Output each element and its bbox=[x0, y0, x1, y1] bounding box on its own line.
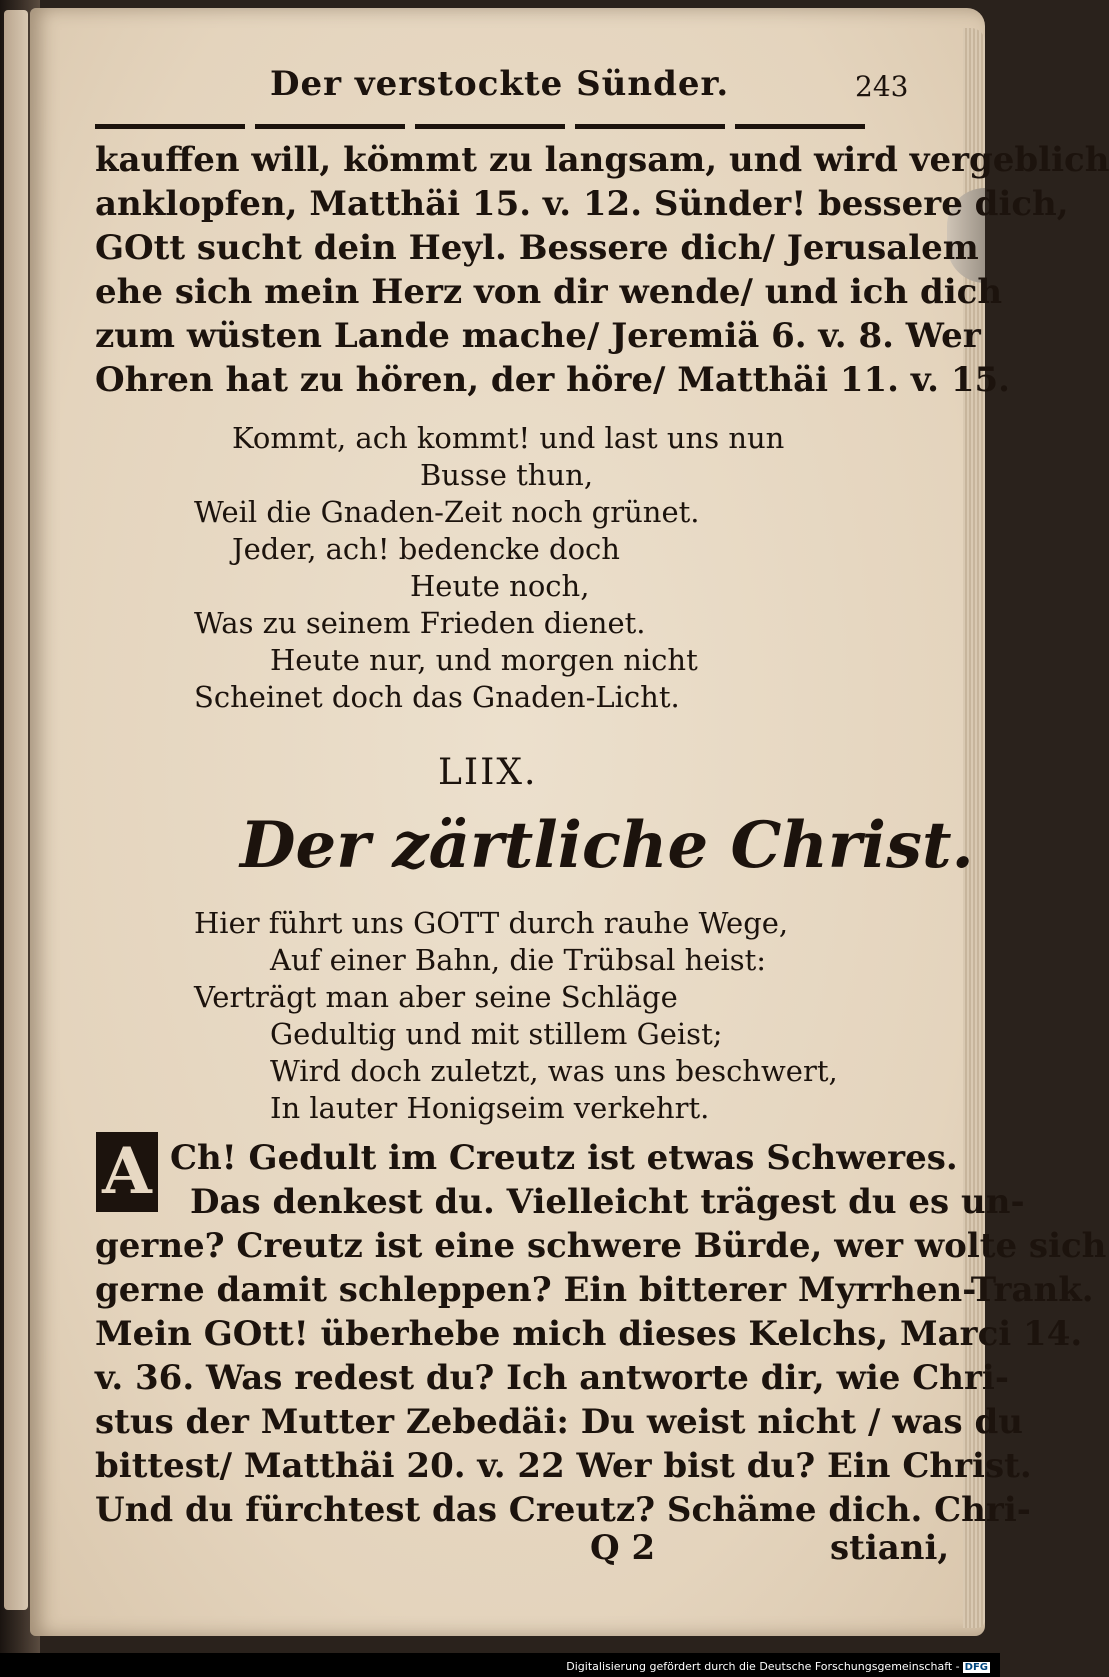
signature-mark: Q 2 bbox=[590, 1528, 656, 1568]
prose-line: gerne? Creutz ist eine schwere Bürde, wer wolte sich bbox=[95, 1226, 1107, 1266]
prose-line: Das denkest du. Vielleicht trägest du es un- bbox=[190, 1182, 1025, 1222]
dfg-logo: DFG bbox=[964, 1662, 988, 1673]
verse-line: Busse thun, bbox=[420, 458, 594, 492]
prose-line: ehe sich mein Herz von dir wende/ und ich dich bbox=[95, 272, 1003, 312]
running-title: Der verstockte Sünder. bbox=[270, 64, 730, 104]
catchword: stiani, bbox=[830, 1528, 950, 1568]
previous-page-edge bbox=[4, 10, 28, 1610]
prose-line: stus der Mutter Zebedäi: Du weist nicht / was du bbox=[95, 1402, 1023, 1442]
prose-line: Ohren hat zu hören, der höre/ Matthäi 11. v. 15. bbox=[95, 360, 1011, 400]
verse-line: Verträgt man aber seine Schläge bbox=[194, 980, 678, 1014]
prose-line: gerne damit schleppen? Ein bitterer Myrrhen-Trank. bbox=[95, 1270, 1094, 1310]
drop-cap: A bbox=[96, 1132, 158, 1212]
prose-line: zum wüsten Lande mache/ Jeremiä 6. v. 8. Wer bbox=[95, 316, 981, 356]
header-rule bbox=[95, 124, 865, 129]
prose-line: Mein GOtt! überhebe mich dieses Kelchs, Marci 14. bbox=[95, 1314, 1083, 1354]
verse-line: Was zu seinem Frieden dienet. bbox=[194, 606, 646, 640]
prose-line: bittest/ Matthäi 20. v. 22 Wer bist du? Ein Christ. bbox=[95, 1446, 1032, 1486]
verse-line: Heute nur, und morgen nicht bbox=[270, 643, 698, 677]
chapter-number: LIIX. bbox=[438, 752, 538, 793]
verse-line: Kommt, ach kommt! und last uns nun bbox=[232, 421, 785, 455]
verse-line: In lauter Honigseim verkehrt. bbox=[270, 1091, 710, 1125]
verse-line: Auf einer Bahn, die Trübsal heist: bbox=[270, 943, 767, 977]
prose-line: anklopfen, Matthäi 15. v. 12. Sünder! bessere dich, bbox=[95, 184, 1069, 224]
verse-line: Hier führt uns GOTT durch rauhe Wege, bbox=[194, 906, 789, 940]
verse-line: Gedultig und mit stillem Geist; bbox=[270, 1017, 723, 1051]
prose-line: kauffen will, kömmt zu langsam, und wird vergeblich bbox=[95, 140, 1109, 180]
page-number: 243 bbox=[855, 70, 909, 103]
prose-line: GOtt sucht dein Heyl. Bessere dich/ Jerusalem bbox=[95, 228, 979, 268]
prose-line: Ch! Gedult im Creutz ist etwas Schweres. bbox=[170, 1138, 958, 1178]
credit-text: Digitalisierung gefördert durch die Deutsche Forschungsgemeinschaft - bbox=[566, 1660, 960, 1673]
prose-line: Und du fürchtest das Creutz? Schäme dich. Chri- bbox=[95, 1490, 1031, 1530]
verse-line: Wird doch zuletzt, was uns beschwert, bbox=[270, 1054, 838, 1088]
verse-line: Weil die Gnaden-Zeit noch grünet. bbox=[194, 495, 700, 529]
verse-line: Jeder, ach! bedencke doch bbox=[232, 532, 620, 566]
digitization-credit bbox=[566, 1660, 990, 1673]
verse-line: Heute noch, bbox=[410, 569, 590, 603]
prose-line: v. 36. Was redest du? Ich antworte dir, wie Chri- bbox=[95, 1358, 1009, 1398]
verse-line: Scheinet doch das Gnaden-Licht. bbox=[194, 680, 680, 714]
chapter-title: Der zärtliche Christ. bbox=[240, 808, 974, 883]
